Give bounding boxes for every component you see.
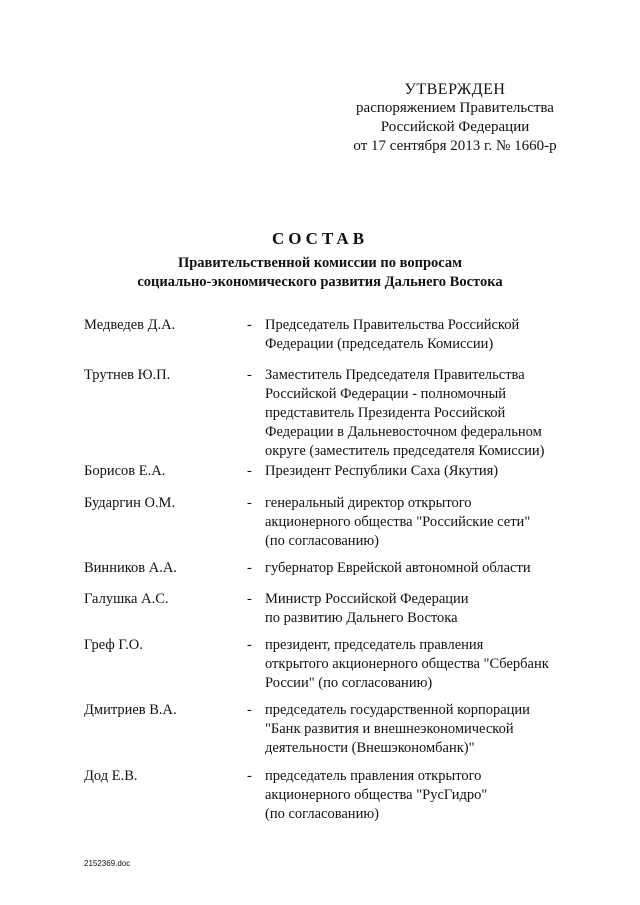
- approval-heading: УТВЕРЖДЕН: [404, 81, 506, 98]
- role-line: Председатель Правительства Российской: [265, 317, 520, 333]
- member-dash: -: [247, 367, 252, 383]
- member-dash: -: [247, 463, 252, 479]
- role-line: России" (по согласованию): [265, 675, 433, 691]
- member-role: [265, 366, 585, 461]
- member-name: Винников А.А.: [84, 560, 177, 576]
- role-line: Федерации (председатель Комиссии): [265, 336, 494, 352]
- member-role: [265, 701, 585, 758]
- role-line: открытого акционерного общества "Сбербанк: [265, 656, 549, 672]
- member-name: Трутнев Ю.П.: [84, 367, 171, 383]
- member-role: [265, 462, 585, 481]
- role-line: (по согласованию): [265, 806, 379, 822]
- role-line: президент, председатель правления: [265, 637, 484, 653]
- role-line: Федерации в Дальневосточном федеральном: [265, 424, 542, 440]
- member-name: Борисов Е.А.: [84, 463, 166, 479]
- document-title: СОСТАВ: [271, 229, 369, 248]
- role-line: Российской Федерации - полномочный: [265, 386, 507, 402]
- member-name: Дод Е.В.: [84, 768, 138, 784]
- member-role: [265, 767, 585, 824]
- member-dash: -: [247, 768, 252, 784]
- member-dash: -: [247, 495, 252, 511]
- member-dash: -: [247, 702, 252, 718]
- role-line: генеральный директор открытого: [265, 495, 472, 511]
- role-line: председатель государственной корпорации: [265, 702, 530, 718]
- member-role: [265, 636, 585, 693]
- role-line: Президент Республики Саха (Якутия): [265, 463, 499, 479]
- role-line: округе (заместитель председателя Комиссии): [265, 443, 545, 459]
- member-name: Бударгин О.М.: [84, 495, 176, 511]
- member-role: [265, 494, 585, 551]
- role-line: по развитию Дальнего Востока: [265, 610, 458, 626]
- member-name: Галушка А.С.: [84, 591, 169, 607]
- approval-block: [330, 80, 580, 156]
- document-subtitle: [0, 254, 640, 292]
- member-dash: -: [247, 591, 252, 607]
- role-line: председатель правления открытого: [265, 768, 482, 784]
- member-role: [265, 316, 585, 354]
- member-role: [265, 559, 585, 578]
- role-line: губернатор Еврейской автономной области: [265, 560, 531, 576]
- role-line: Министр Российской Федерации: [265, 591, 469, 607]
- subtitle-line: Правительственной комиссии по вопросам: [177, 255, 463, 271]
- member-role: [265, 590, 585, 628]
- role-line: представитель Президента Российской: [265, 405, 506, 421]
- role-line: деятельности (Внешэкономбанк)": [265, 740, 475, 756]
- approval-line: распоряжением Правительства: [356, 100, 554, 116]
- member-dash: -: [247, 317, 252, 333]
- member-dash: -: [247, 560, 252, 576]
- member-dash: -: [247, 637, 252, 653]
- approval-date-number: от 17 сентября 2013 г. № 1660-р: [353, 138, 557, 154]
- member-name: Дмитриев В.А.: [84, 702, 177, 718]
- approval-line: Российской Федерации: [380, 119, 530, 135]
- role-line: Заместитель Председателя Правительства: [265, 367, 525, 383]
- role-line: (по согласованию): [265, 533, 379, 549]
- subtitle-line: социально-экономического развития Дальнего Востока: [137, 274, 503, 290]
- role-line: "Банк развития и внешнеэкономической: [265, 721, 514, 737]
- role-line: акционерного общества "Российские сети": [265, 514, 531, 530]
- member-name: Греф Г.О.: [84, 637, 143, 653]
- member-name: Медведев Д.А.: [84, 317, 176, 333]
- role-line: акционерного общества "РусГидро": [265, 787, 488, 803]
- file-name-footer: 2152369.doc: [84, 859, 131, 868]
